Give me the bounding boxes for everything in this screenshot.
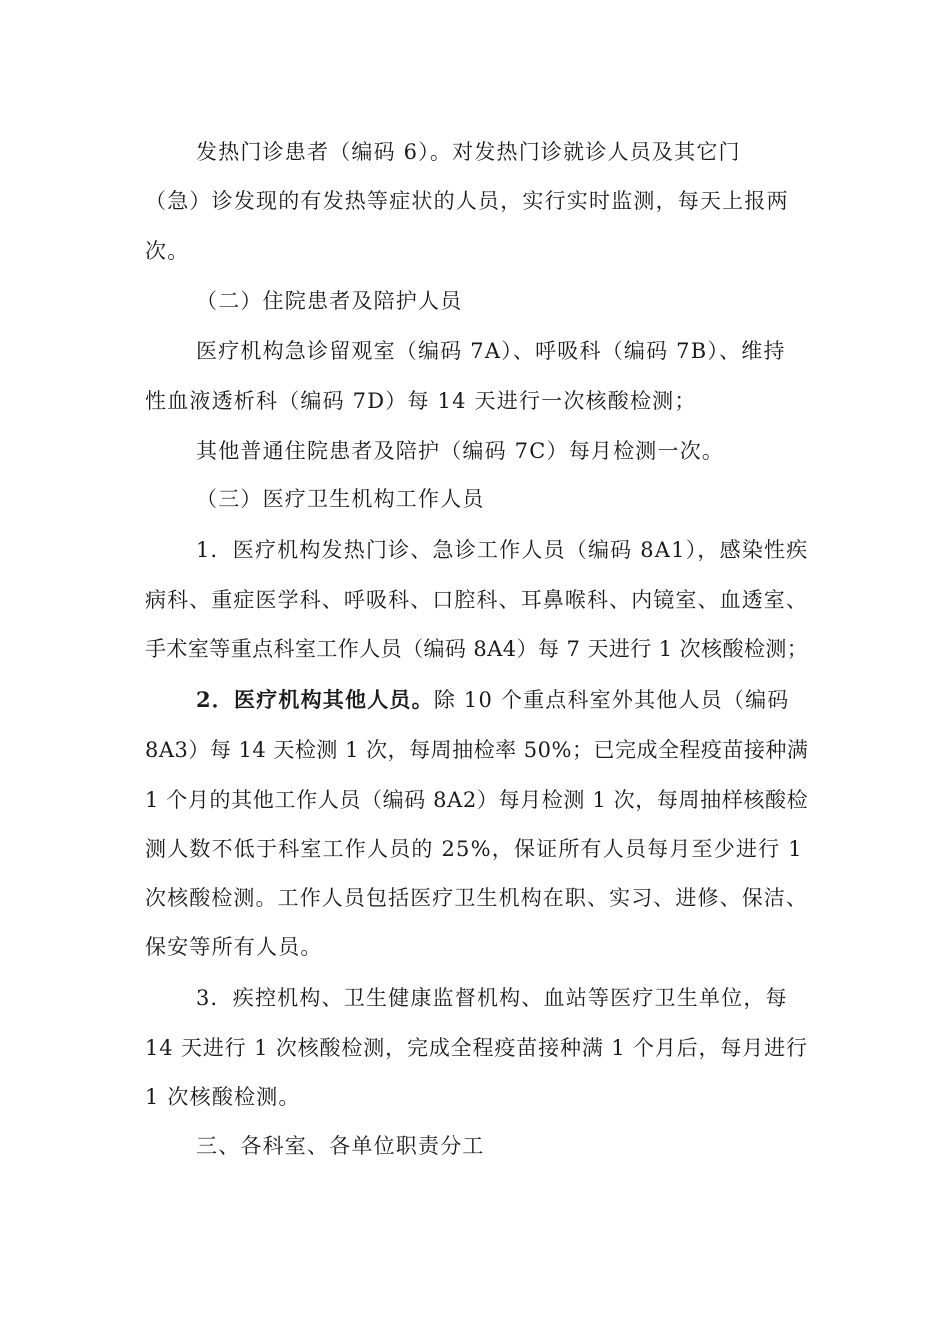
item-2-line-1	[196, 685, 789, 715]
paragraph-fever-clinic-line-3: 次。	[145, 239, 190, 263]
item-3-line-3: 1 次核酸检测。	[145, 1085, 301, 1109]
item-2-line-2: 8A3）每 14 天检测 1 次，每周抽检率 50%；已完成全程疫苗接种满	[145, 738, 809, 762]
item-2-line-5: 次核酸检测。工作人员包括医疗卫生机构在职、实习、进修、保洁、	[145, 886, 808, 910]
item-2-line-4: 测人数不低于科室工作人员的 25%，保证所有人员每月至少进行 1	[145, 837, 803, 861]
item-2-line-3: 1 个月的其他工作人员（编码 8A2）每月检测 1 次，每周抽样核酸检	[145, 788, 809, 812]
item-1-line-1: 1．医疗机构发热门诊、急诊工作人员（编码 8A1），感染性疾	[196, 538, 809, 562]
item-1-line-3: 手术室等重点科室工作人员（编码 8A4）每 7 天进行 1 次核酸检测；	[145, 637, 809, 661]
subheading-medical-staff: （三）医疗卫生机构工作人员	[196, 487, 485, 511]
item-3-line-1: 3．疾控机构、卫生健康监督机构、血站等医疗卫生单位，每	[196, 986, 788, 1010]
item-2-line-1-rest: 除 10 个重点科室外其他人员（编码	[433, 688, 790, 712]
paragraph-fever-clinic-line-2: （急）诊发现的有发热等症状的人员，实行实时监测，每天上报两	[145, 189, 789, 213]
subheading-inpatients: （二）住院患者及陪护人员	[196, 289, 463, 313]
paragraph-inpatients-line-1: 医疗机构急诊留观室（编码 7A）、呼吸科（编码 7B）、维持	[196, 339, 786, 363]
paragraph-inpatients-line-2: 性血液透析科（编码 7D）每 14 天进行一次核酸检测；	[145, 389, 697, 413]
item-1-line-2: 病科、重症医学科、呼吸科、口腔科、耳鼻喉科、内镜室、血透室、	[145, 588, 808, 612]
paragraph-fever-clinic-line-1: 发热门诊患者（编码 6）。对发热门诊就诊人员及其它门	[196, 140, 741, 164]
paragraph-other-inpatients: 其他普通住院患者及陪护（编码 7C）每月检测一次。	[196, 439, 725, 463]
section-heading-responsibilities: 三、各科室、各单位职责分工	[196, 1134, 485, 1158]
item-2-bold-lead: 2．医疗机构其他人员。	[196, 687, 434, 712]
item-3-line-2: 14 天进行 1 次核酸检测，完成全程疫苗接种满 1 个月后，每月进行	[145, 1036, 808, 1060]
item-2-line-6: 保安等所有人员。	[145, 935, 323, 959]
